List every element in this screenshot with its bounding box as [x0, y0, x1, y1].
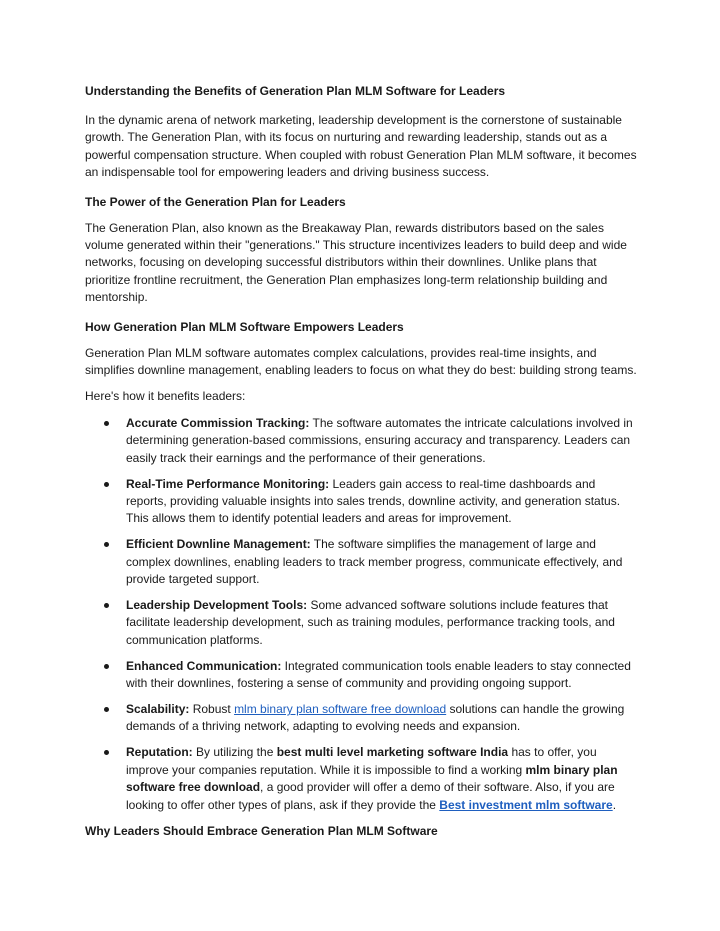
bullet-icon	[104, 664, 109, 669]
list-item-title: Enhanced Communication:	[126, 658, 282, 673]
list-item-text: Robust	[189, 702, 235, 717]
list-item-title: Reputation:	[126, 745, 193, 760]
list-item	[85, 597, 637, 649]
bullet-icon	[104, 542, 109, 547]
bullet-icon	[104, 707, 109, 712]
intro-paragraph: In the dynamic arena of network marketing, leadership development is the cornerstone of sustainable growth. The Generation Plan, with its focus on nurturing and rewarding leadership, stands out as a powerful compensation structure. When coupled with robust Generation Plan MLM software, it becomes an indispensable tool for empowering leaders and driving business success.	[85, 113, 637, 180]
list-item	[85, 415, 637, 467]
list-item-text: By utilizing the	[192, 745, 277, 760]
bold-phrase: mlm binary plan software free download	[126, 762, 618, 795]
list-item-text: The software automates the intricate calculations involved in determining generation-based commissions, ensuring accuracy and transparency. Leaders can easily track their earnings and the performance of their generations.	[126, 415, 633, 465]
document-body	[85, 83, 637, 840]
document-title: Understanding the Benefits of Generation Plan MLM Software for Leaders	[85, 84, 506, 98]
list-item	[85, 476, 637, 528]
benefits-intro: Here's how it benefits leaders:	[85, 389, 246, 404]
empowers-paragraph: Generation Plan MLM software automates complex calculations, provides real-time insights, and simplifies downline management, enabling leaders to focus on what they do best: building strong teams.	[85, 345, 637, 378]
list-item-text: , a good provider will offer a demo of their software. Also, if you are looking to offer other types of plans, ask if they provide the	[126, 780, 615, 812]
list-item-text: Leaders gain access to real-time dashboards and reports, providing valuable insights into sales trends, downline activity, and generation status. This allows them to identify potential leaders and areas for improvement.	[126, 476, 621, 526]
list-item-title: Real-Time Performance Monitoring:	[126, 476, 330, 491]
power-paragraph: The Generation Plan, also known as the Breakaway Plan, rewards distributors based on the sales volume generated within their "generations." This structure incentivizes leaders to build deep and wide networks, focusing on developing successful distributors within their downlines. Unlike plans that prioritize frontline recruitment, the Generation Plan emphasizes long-term relationship building and mentorship.	[85, 220, 627, 305]
section-heading-why: Why Leaders Should Embrace Generation Plan MLM Software	[85, 823, 438, 838]
section-heading-power: The Power of the Generation Plan for Leaders	[85, 194, 346, 209]
bold-phrase: best multi level marketing software India	[276, 745, 509, 760]
bullet-icon	[104, 482, 109, 487]
mlm-binary-plan-link[interactable]: mlm binary plan software free download	[234, 702, 447, 717]
list-item	[85, 658, 637, 693]
list-item-text: .	[612, 797, 617, 812]
list-item-reputation	[85, 744, 637, 814]
list-item-scalability	[85, 701, 637, 736]
list-item-text: Some advanced software solutions include features that facilitate leadership development, such as training modules, performance tracking tools, and communication platforms.	[126, 598, 615, 647]
section-heading-empowers: How Generation Plan MLM Software Empowers Leaders	[85, 319, 404, 334]
list-item-text: has to offer, you improve your companies reputation. While it is impossible to find a working	[126, 745, 597, 777]
list-item-title: Efficient Downline Management:	[126, 537, 311, 552]
list-item-text: Integrated communication tools enable leaders to stay connected with their downlines, fostering a sense of community and providing ongoing support.	[126, 658, 631, 691]
bullet-icon	[104, 421, 109, 426]
list-item-title: Accurate Commission Tracking:	[126, 415, 310, 430]
list-item-text: The software simplifies the management of large and complex downlines, enabling leaders to track member progress, communicate effectively, and provide targeted support.	[126, 537, 623, 587]
bullet-icon	[104, 750, 109, 755]
bullet-icon	[104, 603, 109, 608]
list-item-text: solutions can handle the growing demands of a thriving network, adapting to evolving needs and expansion.	[126, 702, 625, 734]
best-investment-mlm-link[interactable]: Best investment mlm software	[439, 797, 613, 812]
list-item	[85, 536, 637, 588]
list-item-title: Leadership Development Tools:	[126, 598, 308, 613]
list-item-title: Scalability:	[126, 702, 190, 717]
benefits-list	[85, 415, 637, 814]
